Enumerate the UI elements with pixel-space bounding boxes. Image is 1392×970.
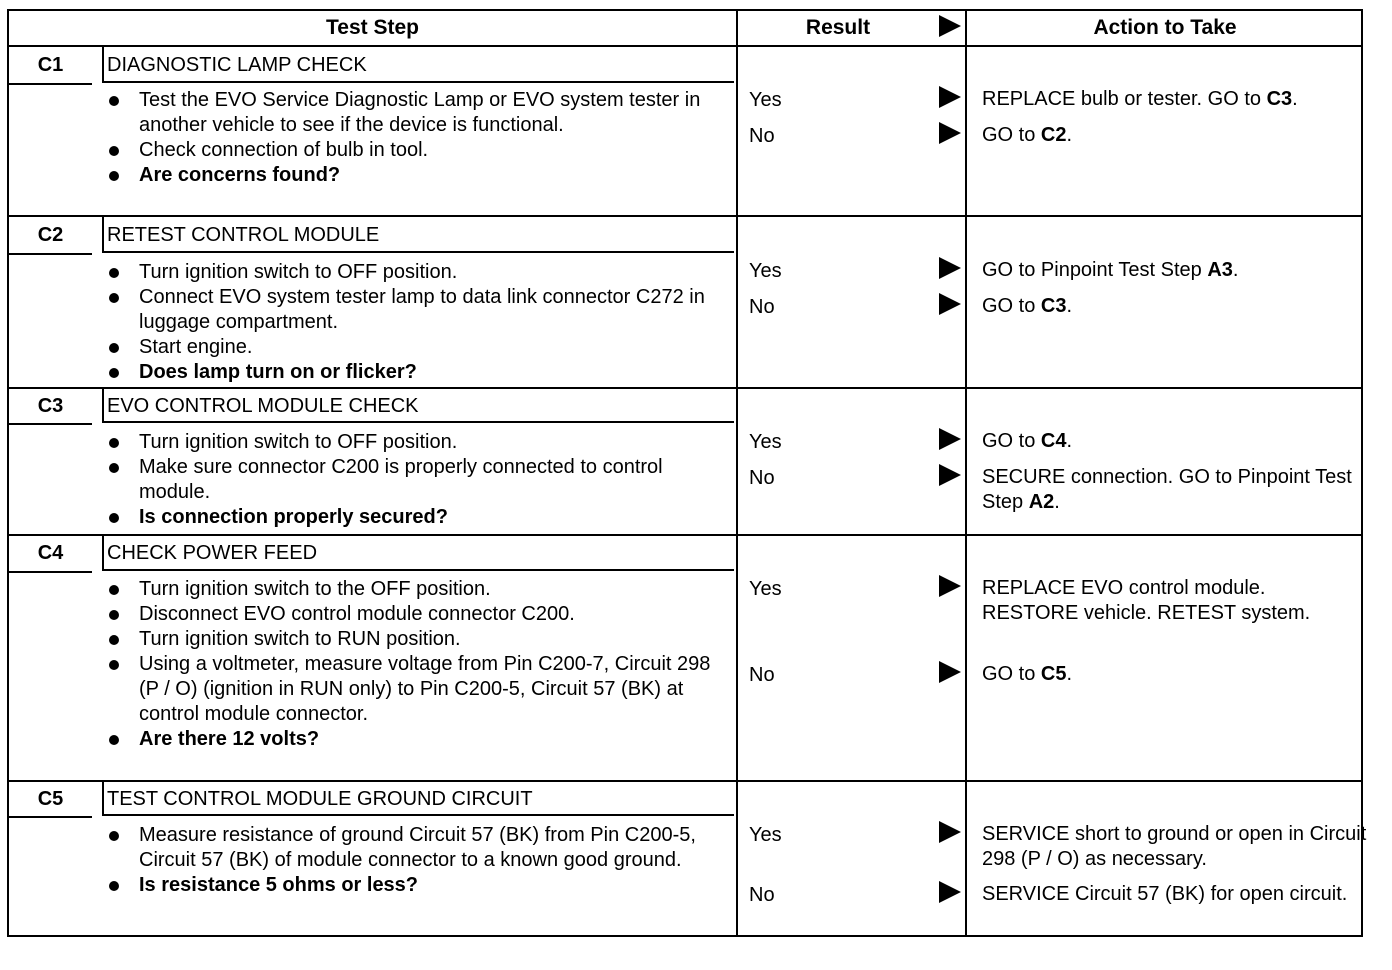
instruction: Turn ignition switch to OFF position. [102, 430, 734, 455]
step-instructions [102, 577, 734, 752]
step-id: C3 [9, 389, 92, 425]
step-title: DIAGNOSTIC LAMP CHECK [102, 47, 734, 83]
result-yes: Yes [749, 89, 782, 111]
action-no: SERVICE Circuit 57 (BK) for open circuit. [982, 883, 1348, 905]
instruction: Make sure connector C200 is properly connected to control module. [102, 455, 734, 505]
instruction: Disconnect EVO control module connector C200. [102, 602, 734, 627]
step-id: C5 [9, 782, 92, 818]
step-instructions [102, 88, 734, 188]
arrow-right-icon [939, 464, 961, 486]
instruction: Measure resistance of ground Circuit 57 (BK) from Pin C200-5, Circuit 57 (BK) of module connector to a known good ground. [102, 823, 734, 873]
header-action: Action to Take [1093, 16, 1237, 39]
step-title: CHECK POWER FEED [102, 536, 734, 571]
step-question: Is resistance 5 ohms or less? [102, 873, 734, 898]
instruction: Check connection of bulb in tool. [102, 138, 734, 163]
step-question: Does lamp turn on or flicker? [102, 360, 734, 385]
arrow-right-icon [939, 257, 961, 279]
action-yes: GO to Pinpoint Test Step A3. [982, 259, 1239, 281]
result-yes: Yes [749, 578, 782, 600]
result-yes: Yes [749, 260, 782, 282]
instruction: Turn ignition switch to OFF position. [102, 260, 734, 285]
arrow-right-icon [939, 661, 961, 683]
instruction: Using a voltmeter, measure voltage from Pin C200-7, Circuit 298 (P / O) (ignition in RUN only) to Pin C200-5, Circuit 57 (BK) at control module connector. [102, 652, 734, 727]
step-title: RETEST CONTROL MODULE [102, 217, 734, 253]
header-result: Result [805, 16, 871, 39]
action-yes: SERVICE short to ground or open in Circuit 298 (P / O) as necessary. [982, 823, 1367, 870]
step-id: C2 [9, 217, 92, 255]
header-arrow-icon [939, 15, 961, 37]
step-row-c2 [9, 217, 736, 387]
step-row-c5 [9, 782, 736, 935]
result-no: No [749, 467, 775, 489]
step-instructions [102, 823, 734, 898]
arrow-right-icon [939, 821, 961, 843]
action-no: SECURE connection. GO to Pinpoint Test Step A2. [982, 466, 1352, 513]
result-no: No [749, 664, 775, 686]
header-test-step: Test Step [326, 16, 419, 39]
step-question: Are concerns found? [102, 163, 734, 188]
step-title: EVO CONTROL MODULE CHECK [102, 389, 734, 423]
action-no: GO to C3. [982, 295, 1073, 317]
instruction: Test the EVO Service Diagnostic Lamp or EVO system tester in another vehicle to see if the device is functional. [102, 88, 734, 138]
arrow-right-icon [939, 428, 961, 450]
instruction: Turn ignition switch to RUN position. [102, 627, 734, 652]
step-row-c3 [9, 389, 736, 534]
arrow-right-icon [939, 122, 961, 144]
step-instructions [102, 430, 734, 530]
step-id: C4 [9, 536, 92, 573]
diagnostic-table [7, 9, 1367, 937]
arrow-right-icon [939, 881, 961, 903]
arrow-right-icon [939, 575, 961, 597]
instruction: Connect EVO system tester lamp to data link connector C272 in luggage compartment. [102, 285, 734, 335]
arrow-right-icon [939, 293, 961, 315]
result-yes: Yes [749, 824, 782, 846]
action-no: GO to C5. [982, 663, 1073, 685]
step-question: Are there 12 volts? [102, 727, 734, 752]
result-yes: Yes [749, 431, 782, 453]
result-no: No [749, 884, 775, 906]
instruction: Start engine. [102, 335, 734, 360]
column-divider-result [736, 11, 738, 935]
column-divider-action [965, 11, 967, 935]
action-yes: GO to C4. [982, 430, 1073, 452]
step-id: C1 [9, 47, 92, 85]
instruction: Turn ignition switch to the OFF position. [102, 577, 734, 602]
arrow-right-icon [939, 86, 961, 108]
step-row-c4 [9, 536, 736, 780]
step-instructions [102, 260, 734, 385]
step-row-c1 [9, 47, 736, 215]
action-no: GO to C2. [982, 124, 1073, 146]
step-question: Is connection properly secured? [102, 505, 734, 530]
result-no: No [749, 125, 775, 147]
action-yes: REPLACE EVO control module. RESTORE vehicle. RETEST system. [982, 577, 1311, 624]
step-title: TEST CONTROL MODULE GROUND CIRCUIT [102, 782, 734, 816]
result-no: No [749, 296, 775, 318]
action-yes: REPLACE bulb or tester. GO to C3. [982, 88, 1298, 110]
